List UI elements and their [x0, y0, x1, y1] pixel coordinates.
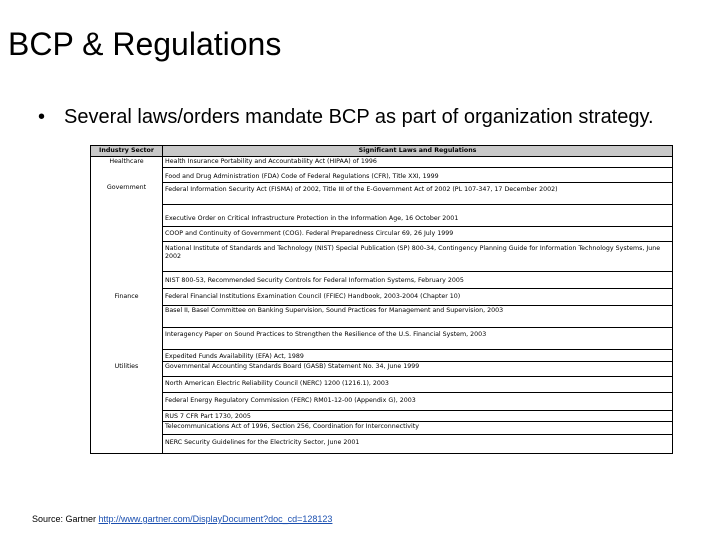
sector-finance: Finance: [114, 292, 139, 300]
sector-utilities: Utilities: [114, 362, 139, 370]
law-cell: Telecommunications Act of 1996, Section 256, Coordination for Interconnectivity: [163, 422, 673, 435]
bullet-dot-icon: •: [38, 106, 46, 128]
table-row: [91, 328, 673, 350]
law-cell: Governmental Accounting Standards Board (GASB) Statement No. 34, June 1999: [163, 362, 673, 377]
source-label: Source: Gartner: [32, 514, 97, 524]
table-row: [91, 350, 673, 362]
source-link[interactable]: http://www.gartner.com/DisplayDocument?doc_cd=128123: [98, 514, 333, 524]
slide-title: BCP & Regulations: [8, 26, 282, 62]
table-header-row: [91, 146, 673, 157]
sector-healthcare: Healthcare: [109, 158, 144, 165]
table-row: [91, 435, 673, 454]
law-cell: Executive Order on Critical Infrastructure Protection in the Information Age, 16 October 2001: [163, 205, 673, 227]
law-cell: NERC Security Guidelines for the Electricity Sector, June 2001: [163, 435, 673, 454]
table-row: [91, 227, 673, 242]
table-row: [91, 205, 673, 227]
table-row: [91, 272, 673, 289]
source-citation: [32, 514, 332, 524]
table-row: [91, 289, 673, 306]
law-cell: Federal Information Security Act (FISMA) of 2002, Title III of the E-Government Act of 2002 (PL 107-347, 17 December 2002): [163, 183, 673, 205]
table-row: [91, 157, 673, 168]
header-laws-regulations: Significant Laws and Regulations: [163, 146, 673, 157]
header-industry-sector: Industry Sector: [91, 146, 163, 157]
regulations-table: [90, 145, 673, 454]
table-row: [91, 168, 673, 183]
table-row: [91, 411, 673, 422]
sector-government: Government: [106, 183, 147, 191]
table-row: [91, 362, 673, 377]
law-cell: RUS 7 CFR Part 1730, 2005: [163, 411, 673, 422]
law-cell: COOP and Continuity of Government (COG). Federal Preparedness Circular 69, 26 July 1999: [163, 227, 673, 242]
law-cell: Health Insurance Portability and Accountability Act (HIPAA) of 1996: [163, 157, 673, 168]
table-row: [91, 393, 673, 411]
law-cell: Food and Drug Administration (FDA) Code of Federal Regulations (CFR), Title XXI, 1999: [163, 168, 673, 183]
law-cell: Expedited Funds Availability (EFA) Act, 1989: [163, 350, 673, 362]
table-row: [91, 377, 673, 393]
law-cell: Interagency Paper on Sound Practices to Strengthen the Resilience of the U.S. Financial System, 2003: [163, 328, 673, 350]
bullet-text: Several laws/orders mandate BCP as part of organization strategy.: [64, 106, 654, 128]
law-cell: Basel II, Basel Committee on Banking Supervision, Sound Practices for Management and Supervision, 2003: [163, 306, 673, 328]
law-cell: North American Electric Reliability Council (NERC) 1200 (1216.1), 2003: [163, 377, 673, 393]
table-row: [91, 422, 673, 435]
law-cell: Federal Energy Regulatory Commission (FERC) RM01-12-00 (Appendix G), 2003: [163, 393, 673, 411]
law-cell: National Institute of Standards and Technology (NIST) Special Publication (SP) 800-34, Contingency Planning Guide for Information Technology Systems, June 2002: [163, 242, 673, 272]
bullet-point: [38, 106, 654, 129]
table-row: [91, 306, 673, 328]
table-row: [91, 242, 673, 272]
law-cell: Federal Financial Institutions Examination Council (FFIEC) Handbook, 2003-2004 (Chapter 10): [163, 289, 673, 306]
table-row: [91, 183, 673, 205]
law-cell: NIST 800-53, Recommended Security Controls for Federal Information Systems, February 2005: [163, 272, 673, 289]
